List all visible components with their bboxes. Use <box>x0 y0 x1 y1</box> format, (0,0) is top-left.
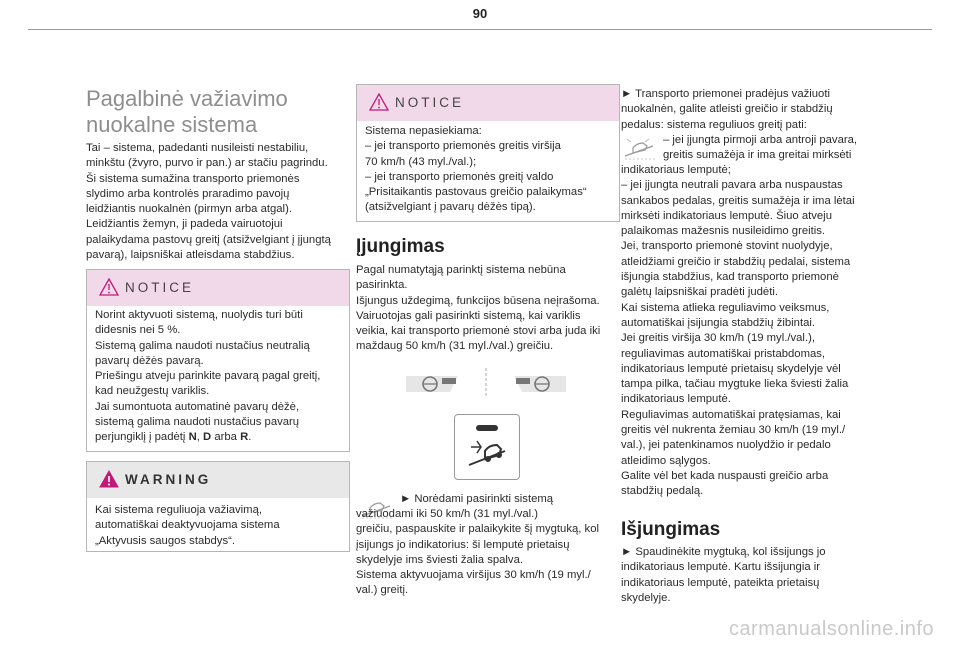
step-text: važiuodami iki 50 km/h (31 myl./val.) greičiu, paspauskite ir palaikykite šį mygtuką, kol įsijungs jo indikatorius: ši lemputė prietaisų skydelyje ims šviesti žalia spalva. Sistema aktyvuojama viršijus 30 km/h (19 myl./ val.) greitį. <box>356 508 599 597</box>
sep: arba <box>211 431 241 444</box>
page-number: 90 <box>472 6 488 21</box>
warning-triangle-icon <box>99 470 119 488</box>
warning-triangle-icon <box>369 93 389 111</box>
warning-text: Kai sistema reguliuoja važiavimą, automatiškai deaktyvuojama sistema „Aktyvusis saugos stabdys“. <box>95 504 280 547</box>
step-line-1: ► Norėdami pasirinkti sistemą <box>400 493 554 505</box>
regulation-text: ► Transporto priemonei pradėjus važiuoti nuokalnėn, galite atleisti greičio ir stabdžių pedalus: sistema reguliuos greitį pati: <box>621 88 833 131</box>
deactivation-text: ► Spaudinėkite mygtuką, kol išsijungs jo indikatoriaus lemputė. Kartu išsijungia ir indikatoriaus lemputė, pateikta prietaisų skydelyje. <box>621 546 826 604</box>
sep: , <box>196 431 204 444</box>
regulation-side-text: – jei įjungta pirmoji arba antroji pavara, greitis sumažėja ir ima greitai mirksėti <box>663 134 858 162</box>
gear-d: D <box>203 431 212 444</box>
sep: . <box>248 431 252 444</box>
hill-descent-indicator-icon <box>623 137 657 161</box>
page-title: Pagalbinė važiavimo nuokalne sistema <box>86 86 288 137</box>
steering-wheel-icon <box>406 366 566 400</box>
notice-text-main: Norint aktyvuoti sistemą, nuolydis turi būti didesnis nei 5 %. Sistemą galima naudoti nustačius neutralią pavarų dėžės pavarą. Priešingu atveju parinkite pavarą pagal greitį, kad neužgestų variklis. Jai sumontuota automatinė pavarų dėžė, sistemą galima naudoti nustačius pavarų perjungiklį į padėtį <box>95 309 321 444</box>
hill-descent-button-icon <box>454 414 520 480</box>
regulation-details: indikatoriaus lemputė; – jei įjungta neutrali pavara arba nuspaustas sankabos pedalas, greitis sumažėja ir ima lėtai mirksėti indikatoriaus lemputė. Šiuo atveju palaikomas mažesnis nusileidimo greitis. Jei, transporto priemonė stovint nuolydyje, atleidžiami greičio ir stabdžių pedalai, sistema išjungia stabdžius, kad transporto priemonė galėtų laipsniškai pradėti judėti. Kai sistema atlieka reguliavimo veiksmus, automatiškai įsijungia stabdžių žibintai. Jei greitis viršija 30 km/h (19 myl./val.), reguliavimas automatiškai pristabdomas, indikatoriaus lemputė prietaisų skydelyje vėl tampa pilka, tačiau mygtuke liekа šviesti žalia indikatoriaus lemputė. Reguliavimas automatiškai pratęsiamas, kai greitis vėl nukrenta žemiau 30 km/h (19 myl./ val.), jei patenkinamos nuolydžio ir pedalo atleidimo sąlygos. Galite vėl bet kada nuspausti greičio arba stabdžių pedalą. <box>621 164 855 498</box>
header-rule <box>28 29 932 30</box>
notice-header <box>87 270 349 306</box>
activation-text: Pagal numatytąją parinktį sistema nebūna pasirinkta. Išjungus uždegimą, funkcijos būsena neįrašoma. Vairuotojas gali pasirinkti sistemą, kai variklis veikia, kai transporto priemonė stovi arba juda iki maždaug 50 km/h (31 myl./val.) greičiu. <box>356 264 601 353</box>
notice-text: Sistema nepasiekiama: – jei transporto priemonės greitis viršija 70 km/h (43 myl./val.); – jei transporto priemonės greitį valdo „Prisitaikantis pastovaus greičio palaikymas“ (atsižvelgiant į pavarų dėžės tipą). <box>365 125 587 214</box>
notice-box-1 <box>86 269 350 452</box>
notice-text <box>95 308 343 446</box>
warning-label: WARNING <box>125 472 212 487</box>
notice-box-2 <box>356 84 620 222</box>
section-heading-deactivation: Išjungimas <box>621 519 721 540</box>
warning-triangle-icon <box>99 278 119 296</box>
notice-header <box>357 85 619 121</box>
watermark: carmanualsonline.info <box>728 618 934 640</box>
warning-header <box>87 462 349 498</box>
gear-r: R <box>240 431 249 444</box>
notice-label: NOTICE <box>395 95 465 110</box>
warning-box <box>86 461 350 552</box>
intro-text: Tai – sistema, padedanti nusileisti nestabiliu, minkštu (žvyro, purvo ir pan.) ar stačiu pagrindu. Ši sistema sumažina transporto priemonės slydimo arba kontrolės praradimo pavojų leidžiantis nuokalnėn (pirmyn arba atgal). Leidžiantis žemyn, ji padeda vairuotojui palaikydama pastovų greitį (atsižvelgiant į įjungtą pavarą), laipsniškai atleisdama stabdžius. <box>86 142 331 262</box>
section-heading-activation: Įjungimas <box>356 236 445 257</box>
notice-label: NOTICE <box>125 280 195 295</box>
gear-n: N <box>188 431 197 444</box>
